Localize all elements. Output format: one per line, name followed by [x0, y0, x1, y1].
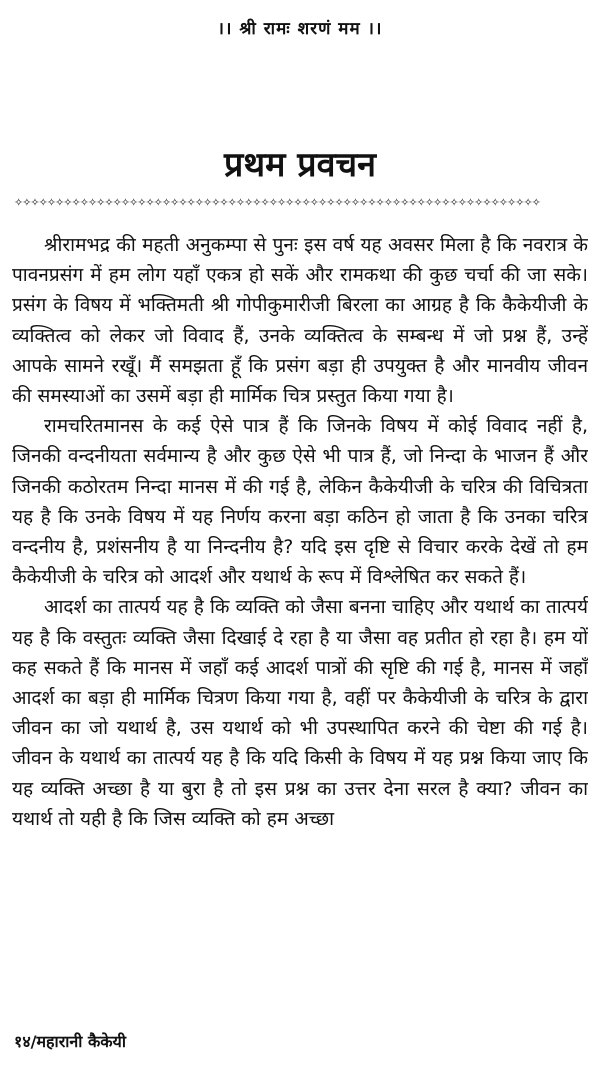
chapter-title: प्रथम प्रवचन — [224, 145, 376, 185]
body-text — [12, 230, 588, 1026]
paragraph-2: रामचरितमानस के कई ऐसे पात्र हैं कि जिनके विषय में कोई विवाद नहीं है, जिनकी वन्दनीयता सर्वमान्य है और कुछ ऐसे भी पात्र हैं, जो निन्दा के भाजन हैं और जिनकी कठोरतम निन्दा मानस में की गई है, लेकिन कैकेयीजी के चरित्र की विचित्रता यह है कि उनके विषय में यह निर्णय करना बड़ा कठिन हो जाता है कि उनका चरित्र वन्दनीय है, प्रशंसनीय है या निन्दनीय है? यदि इस दृष्टि से विचार करके देखें तो हम कैकेयीजी के चरित्र को आदर्श और यथार्थ के रूप में विश्लेषित कर सकते हैं। — [12, 415, 588, 589]
paragraph-1: श्रीरामभद्र की महती अनुकम्पा से पुनः इस वर्ष यह अवसर मिला है कि नवरात्र के पावनप्रसंग में हम लोग यहाँ एकत्र हो सकें और रामकथा की कुछ चर्चा की जा सके। प्रसंग के विषय में भक्तिमती श्री गोपीकुमारीजी बिरला का आग्रह है कि कैकेयीजी के व्यक्तित्व को लेकर जो विवाद हैं, उनके व्यक्तित्व के सम्बन्ध में जो प्रश्न हैं, उन्हें आपके सामने रखूँ। मैं समझता हूँ कि प्रसंग बड़ा ही उपयुक्त है और मानवीय जीवन की समस्याओं का उसमें बड़ा ही मार्मिक चित्र प्रस्तुत किया गया है। — [12, 234, 588, 408]
page-footer: १४/महारानी कैकेयी — [14, 1032, 126, 1051]
page-header: ।। श्री रामः शरणं मम ।। — [217, 19, 383, 39]
ornamental-divider: ✧✧✧✧✧✧✧✧✧✧✧✧✧✧✧✧✧✧✧✧✧✧✧✧✧✧✧✧✧✧✧✧✧✧✧✧✧✧✧✧✧✧✧✧✧✧✧✧✧✧✧✧✧✧✧✧✧✧✧✧✧✧✧✧ — [14, 196, 540, 209]
paragraph-3: आदर्श का तात्पर्य यह है कि व्यक्ति को जैसा बनना चाहिए और यथार्थ का तात्पर्य यह है कि वस्तुतः व्यक्ति जैसा दिखाई दे रहा है या जैसा वह प्रतीत हो रहा है। हम यों कह सकते हैं कि मानस में जहाँ कई आदर्श पात्रों की सृष्टि की गई है, मानस में जहाँ आदर्श का बड़ा ही मार्मिक चित्रण किया गया है, वहीं पर कैकेयीजी के चरित्र के द्वारा जीवन का जो यथार्थ है, उस यथार्थ को भी उपस्थापित करने की चेष्टा की गई है। जीवन के यथार्थ का तात्पर्य यह है कि यदि किसी के विषय में यह प्रश्न किया जाए कि यह व्यक्ति अच्छा है या बुरा है तो इस प्रश्न का उत्तर देना सरल है क्या? जीवन का यथार्थ तो यही है कि जिस व्यक्ति को हम अच्छा — [12, 596, 588, 830]
